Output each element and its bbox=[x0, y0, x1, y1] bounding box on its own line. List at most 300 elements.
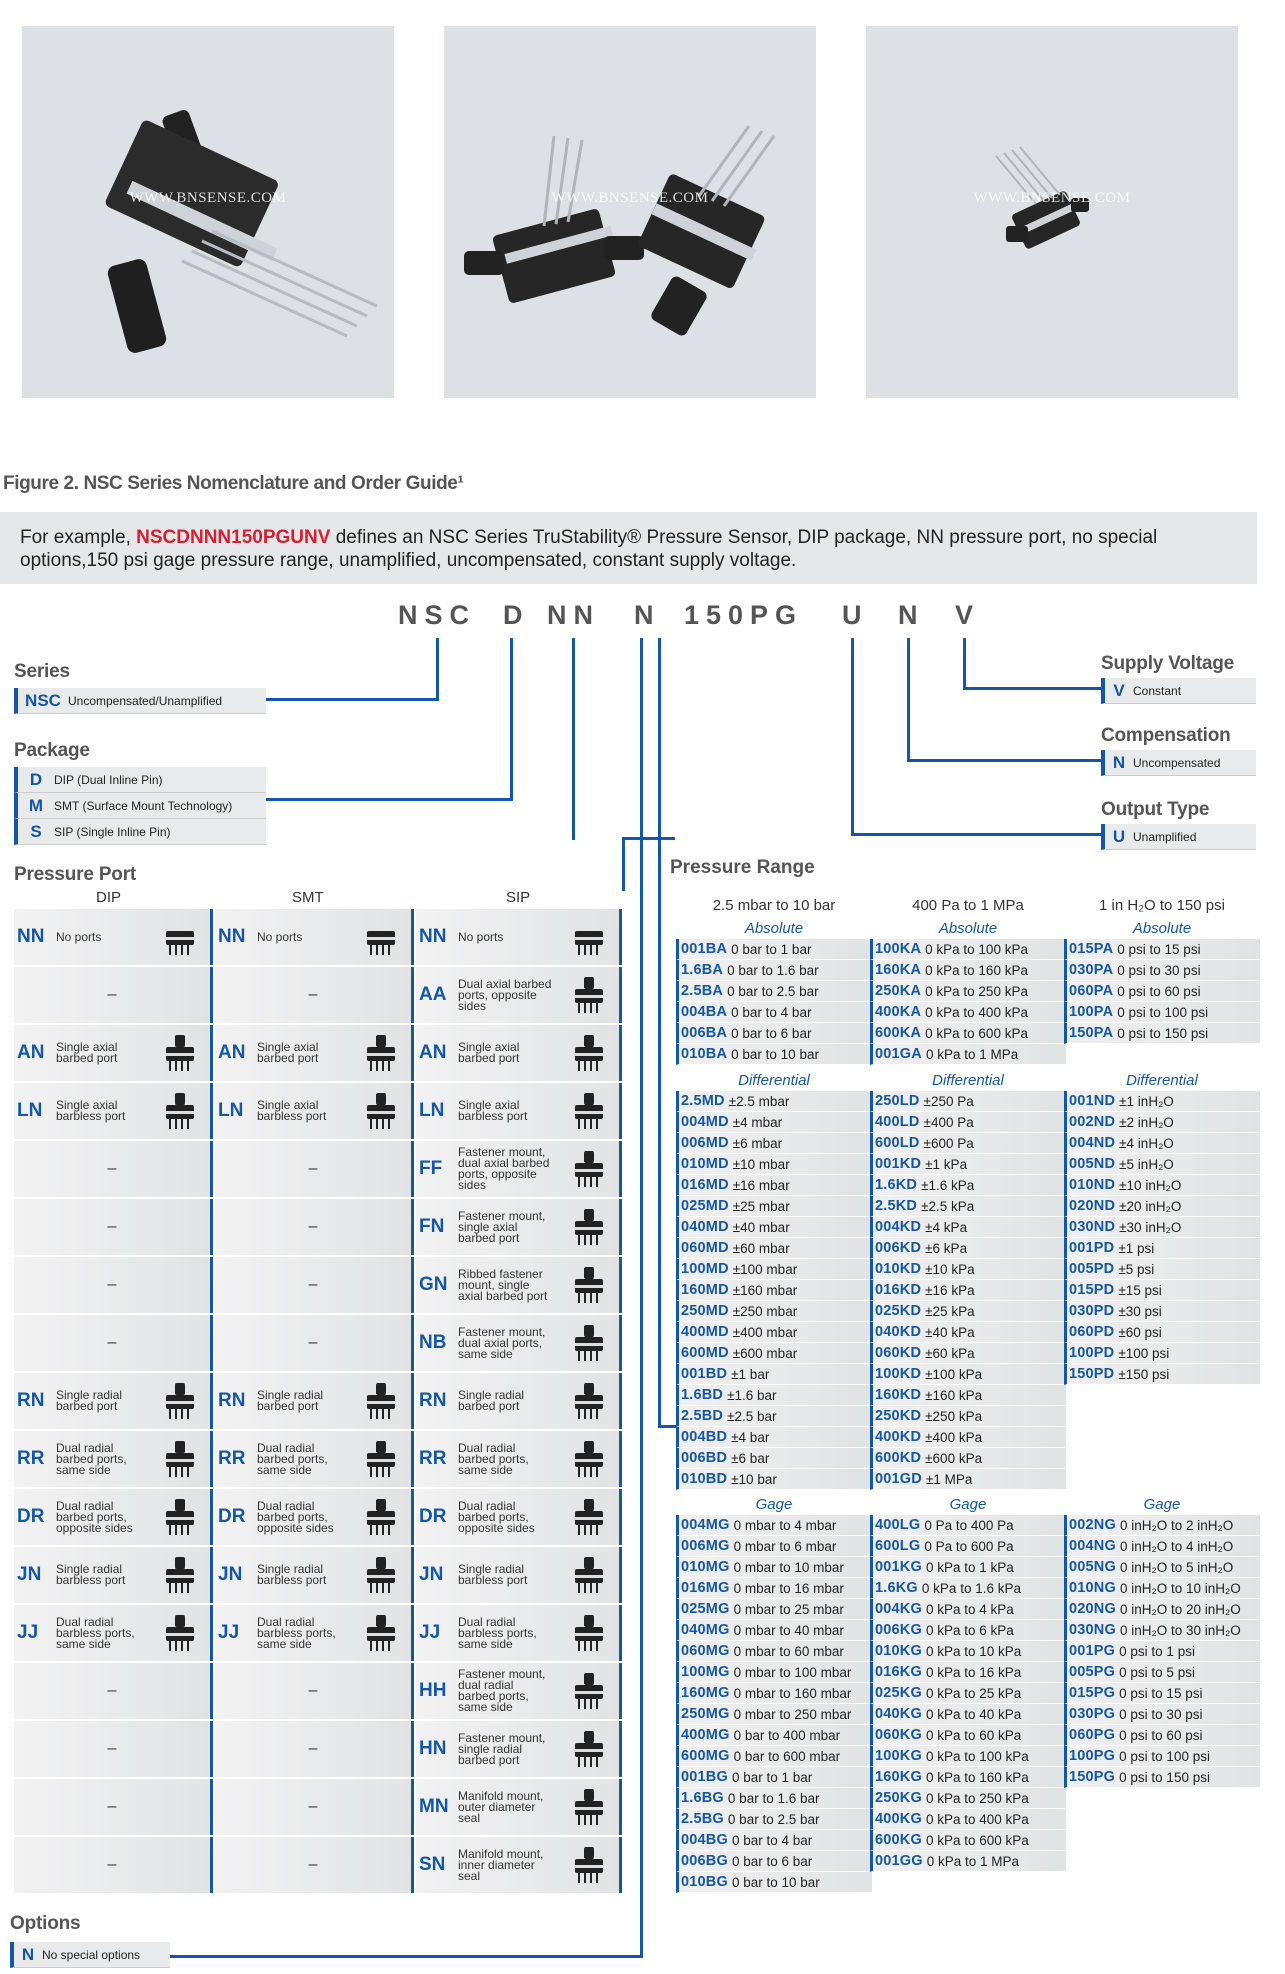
port-option-rr[interactable] bbox=[14, 1431, 213, 1487]
range-option[interactable] bbox=[1064, 1725, 1260, 1746]
range-option[interactable] bbox=[676, 1704, 872, 1725]
range-option[interactable] bbox=[870, 1536, 1066, 1557]
range-option[interactable] bbox=[870, 1620, 1066, 1641]
port-option-rr[interactable] bbox=[416, 1431, 622, 1487]
range-option[interactable] bbox=[870, 1364, 1066, 1385]
empty-dash: – bbox=[107, 1218, 117, 1235]
range-desc: ±1 inH₂O bbox=[1119, 1093, 1174, 1109]
range-option[interactable] bbox=[676, 1851, 872, 1872]
range-option[interactable] bbox=[870, 1301, 1066, 1322]
range-option[interactable] bbox=[870, 1830, 1066, 1851]
range-desc: ±1 kPa bbox=[925, 1156, 968, 1172]
compensation-option[interactable] bbox=[1101, 750, 1256, 776]
sensor-package-icon bbox=[158, 1613, 202, 1653]
sensor-package-icon bbox=[567, 1207, 611, 1247]
connector-line bbox=[963, 687, 1104, 690]
range-option[interactable] bbox=[1064, 1557, 1260, 1578]
range-desc: 0 bar to 4 bar bbox=[731, 1832, 813, 1848]
port-desc: Dual axial barbed ports, opposite sides bbox=[458, 976, 552, 1013]
range-option[interactable] bbox=[676, 1196, 872, 1217]
range-code: 600LG bbox=[875, 1538, 921, 1554]
range-option[interactable] bbox=[676, 1578, 872, 1599]
range-desc: 0 kPa to 1 MPa bbox=[926, 1853, 1020, 1869]
port-option-rn[interactable] bbox=[215, 1373, 414, 1429]
range-group-label: Absolute bbox=[1132, 920, 1192, 937]
supply-voltage-option[interactable] bbox=[1101, 678, 1256, 704]
range-option[interactable] bbox=[1064, 1767, 1260, 1788]
column-header-smt: SMT bbox=[292, 889, 324, 906]
package-option-m[interactable] bbox=[14, 793, 266, 819]
range-option[interactable] bbox=[1064, 1641, 1260, 1662]
output-type-option[interactable] bbox=[1101, 824, 1256, 850]
range-option[interactable] bbox=[676, 939, 872, 960]
output-type-title: Output Type bbox=[1101, 799, 1210, 820]
range-option[interactable] bbox=[1064, 1620, 1260, 1641]
pressure-port-grid bbox=[14, 909, 622, 1893]
range-desc: 0 psi to 100 psi bbox=[1117, 1004, 1209, 1020]
range-option[interactable] bbox=[676, 1469, 872, 1490]
product-photo-3 bbox=[866, 26, 1238, 398]
port-option-rr[interactable] bbox=[215, 1431, 414, 1487]
range-option[interactable] bbox=[870, 1641, 1066, 1662]
port-option-jj[interactable] bbox=[215, 1605, 414, 1661]
port-option-jj[interactable] bbox=[416, 1605, 622, 1661]
range-desc: ±15 psi bbox=[1118, 1282, 1162, 1298]
range-option[interactable] bbox=[870, 1133, 1066, 1154]
range-option[interactable] bbox=[870, 1599, 1066, 1620]
range-option[interactable] bbox=[676, 1406, 872, 1427]
port-code: MN bbox=[419, 1796, 449, 1817]
range-option[interactable] bbox=[676, 1002, 872, 1023]
range-code: 250KD bbox=[875, 1408, 922, 1424]
port-option-gn[interactable] bbox=[416, 1257, 622, 1313]
range-option[interactable] bbox=[870, 1767, 1066, 1788]
range-code: 004BD bbox=[681, 1429, 728, 1445]
range-option[interactable] bbox=[676, 1112, 872, 1133]
range-code: 1.6KD bbox=[875, 1177, 918, 1193]
range-option[interactable] bbox=[676, 1385, 872, 1406]
port-desc: Single axial barbed port bbox=[257, 1040, 319, 1065]
range-desc: ±4 mbar bbox=[732, 1114, 783, 1130]
range-code: 1.6BA bbox=[681, 962, 724, 978]
range-option[interactable] bbox=[870, 981, 1066, 1002]
range-option[interactable] bbox=[1064, 981, 1260, 1002]
range-code: 160KA bbox=[875, 962, 922, 978]
range-option[interactable] bbox=[870, 1809, 1066, 1830]
range-option[interactable] bbox=[676, 1683, 872, 1704]
range-option[interactable] bbox=[870, 1557, 1066, 1578]
range-option[interactable] bbox=[870, 1002, 1066, 1023]
range-option[interactable] bbox=[1064, 1662, 1260, 1683]
port-desc: Single radial barbed port bbox=[56, 1388, 123, 1413]
range-code: 2.5BG bbox=[681, 1811, 724, 1827]
range-option[interactable] bbox=[1064, 1343, 1260, 1364]
port-desc: Single axial barbed port bbox=[56, 1040, 118, 1065]
range-option[interactable] bbox=[870, 1704, 1066, 1725]
range-option[interactable] bbox=[870, 1112, 1066, 1133]
range-desc: ±30 psi bbox=[1118, 1303, 1162, 1319]
range-option[interactable] bbox=[1064, 1578, 1260, 1599]
port-option-sn[interactable] bbox=[416, 1837, 622, 1893]
range-code: 060PA bbox=[1069, 983, 1114, 999]
range-option[interactable] bbox=[676, 1620, 872, 1641]
range-option[interactable] bbox=[676, 1154, 872, 1175]
range-option[interactable] bbox=[870, 1343, 1066, 1364]
port-option-an[interactable] bbox=[416, 1025, 622, 1081]
range-option[interactable] bbox=[676, 1788, 872, 1809]
range-code: 030PG bbox=[1069, 1706, 1116, 1722]
range-option[interactable] bbox=[870, 1448, 1066, 1469]
port-option-jj[interactable] bbox=[14, 1605, 213, 1661]
port-code: HN bbox=[419, 1738, 447, 1759]
range-option[interactable] bbox=[1064, 1002, 1260, 1023]
series-option[interactable] bbox=[14, 688, 266, 714]
range-option[interactable] bbox=[676, 1662, 872, 1683]
range-desc: 0 kPa to 1.6 kPa bbox=[921, 1580, 1021, 1596]
range-desc: ±40 mbar bbox=[732, 1219, 790, 1235]
port-desc: Manifold mount, inner diameter seal bbox=[458, 1846, 544, 1883]
range-option[interactable] bbox=[870, 960, 1066, 981]
empty-dash: – bbox=[308, 1856, 318, 1873]
range-option[interactable] bbox=[676, 1809, 872, 1830]
range-code: 001PD bbox=[1069, 1240, 1115, 1256]
range-option[interactable] bbox=[870, 1851, 1066, 1872]
range-option[interactable] bbox=[1064, 1217, 1260, 1238]
connector-line bbox=[658, 1425, 676, 1428]
range-code: 400MG bbox=[681, 1727, 730, 1743]
port-option-nn[interactable] bbox=[215, 909, 414, 965]
range-option[interactable] bbox=[870, 1154, 1066, 1175]
range-option[interactable] bbox=[1064, 1238, 1260, 1259]
connector-line bbox=[622, 837, 675, 840]
range-code: 001GG bbox=[875, 1853, 923, 1869]
range-option[interactable] bbox=[870, 1385, 1066, 1406]
range-option[interactable] bbox=[1064, 1196, 1260, 1217]
range-option[interactable] bbox=[676, 1044, 872, 1065]
range-option[interactable] bbox=[1064, 939, 1260, 960]
range-option[interactable] bbox=[676, 1091, 872, 1112]
range-desc: ±5 psi bbox=[1118, 1261, 1155, 1277]
range-option[interactable] bbox=[676, 1830, 872, 1851]
photo-watermark: WWW.BNSENSE.COM bbox=[551, 190, 709, 206]
range-code: 1.6KG bbox=[875, 1580, 918, 1596]
port-desc: Single radial barbed port bbox=[458, 1388, 525, 1413]
range-option[interactable] bbox=[870, 1196, 1066, 1217]
range-option[interactable] bbox=[1064, 1704, 1260, 1725]
port-desc: Dual radial barbed ports, same side bbox=[56, 1440, 127, 1477]
port-option-jn[interactable] bbox=[14, 1547, 213, 1603]
range-code: 100KD bbox=[875, 1366, 922, 1382]
option-desc: SIP (Single Inline Pin) bbox=[54, 824, 171, 839]
range-desc: 0 kPa to 1 MPa bbox=[925, 1046, 1019, 1062]
port-option-empty bbox=[14, 1721, 213, 1777]
range-option[interactable] bbox=[676, 1872, 872, 1893]
range-option[interactable] bbox=[1064, 1259, 1260, 1280]
port-option-ln[interactable] bbox=[14, 1083, 213, 1139]
port-desc: Single axial barbless port bbox=[257, 1098, 327, 1123]
range-desc: ±4 kPa bbox=[925, 1219, 968, 1235]
range-code: 250MG bbox=[681, 1706, 730, 1722]
port-option-empty bbox=[14, 1663, 213, 1719]
range-option[interactable] bbox=[870, 1217, 1066, 1238]
range-option[interactable] bbox=[870, 1683, 1066, 1704]
port-desc: Single radial barbless port bbox=[257, 1562, 327, 1587]
port-code: JJ bbox=[419, 1622, 441, 1643]
range-option[interactable] bbox=[1064, 1683, 1260, 1704]
option-code: D bbox=[29, 769, 43, 789]
range-option[interactable] bbox=[676, 1427, 872, 1448]
port-option-dr[interactable] bbox=[416, 1489, 622, 1545]
range-option[interactable] bbox=[870, 1091, 1066, 1112]
range-option[interactable] bbox=[676, 1280, 872, 1301]
port-option-hh[interactable] bbox=[416, 1663, 622, 1719]
range-option[interactable] bbox=[676, 1448, 872, 1469]
options-title: Options bbox=[10, 1913, 81, 1934]
port-option-dr[interactable] bbox=[14, 1489, 213, 1545]
port-desc: Dual radial barbed ports, opposite sides bbox=[458, 1498, 535, 1535]
range-option[interactable] bbox=[870, 1662, 1066, 1683]
range-code: 030PA bbox=[1069, 962, 1114, 978]
range-code: 060MG bbox=[681, 1643, 730, 1659]
range-option[interactable] bbox=[676, 1536, 872, 1557]
range-desc: ±10 inH₂O bbox=[1119, 1177, 1182, 1193]
range-code: 016KD bbox=[875, 1282, 922, 1298]
range-option[interactable] bbox=[676, 981, 872, 1002]
port-code: RN bbox=[218, 1390, 246, 1411]
range-option[interactable] bbox=[870, 1746, 1066, 1767]
range-group-label: Absolute bbox=[744, 920, 804, 937]
package-option-s[interactable] bbox=[14, 819, 266, 845]
range-option[interactable] bbox=[676, 1557, 872, 1578]
range-option[interactable] bbox=[676, 1343, 872, 1364]
port-desc: No ports bbox=[458, 929, 504, 944]
range-option[interactable] bbox=[1064, 960, 1260, 981]
port-desc: Dual radial barbed ports, same side bbox=[257, 1440, 328, 1477]
port-option-fn[interactable] bbox=[416, 1199, 622, 1255]
package-title: Package bbox=[14, 740, 90, 761]
range-option[interactable] bbox=[870, 1259, 1066, 1280]
range-option[interactable] bbox=[870, 939, 1066, 960]
range-desc: ±150 psi bbox=[1118, 1366, 1170, 1382]
port-option-dr[interactable] bbox=[215, 1489, 414, 1545]
range-code: 010KD bbox=[875, 1261, 922, 1277]
port-option-empty bbox=[215, 1837, 414, 1893]
empty-dash: – bbox=[308, 1276, 318, 1293]
range-option[interactable] bbox=[870, 1788, 1066, 1809]
range-option[interactable] bbox=[1064, 1112, 1260, 1133]
port-code: HH bbox=[419, 1680, 447, 1701]
range-option[interactable] bbox=[676, 1133, 872, 1154]
range-code: 006BD bbox=[681, 1450, 728, 1466]
connector-line bbox=[622, 837, 625, 891]
example-box bbox=[0, 512, 1257, 584]
range-desc: 0 bar to 1 bar bbox=[731, 941, 812, 957]
range-code: 2.5KD bbox=[875, 1198, 918, 1214]
range-desc: 0 inH₂O to 5 inH₂O bbox=[1119, 1559, 1234, 1575]
range-option[interactable] bbox=[676, 1175, 872, 1196]
port-code: SN bbox=[419, 1854, 446, 1875]
option-code: NSC bbox=[25, 690, 61, 710]
sensor-package-icon bbox=[158, 1091, 202, 1131]
range-code: 060MD bbox=[681, 1240, 729, 1256]
range-code: 025MG bbox=[681, 1601, 730, 1617]
range-option[interactable] bbox=[676, 1023, 872, 1044]
range-option[interactable] bbox=[870, 1578, 1066, 1599]
option-code: N bbox=[1112, 752, 1126, 772]
range-desc: 0 kPa to 16 kPa bbox=[925, 1664, 1022, 1680]
range-option[interactable] bbox=[870, 1515, 1066, 1536]
range-desc: ±16 kPa bbox=[925, 1282, 975, 1298]
option-code: V bbox=[1113, 680, 1125, 700]
code-port: NN bbox=[547, 600, 600, 630]
port-desc: Fastener mount, single axial barbed port bbox=[458, 1208, 546, 1245]
range-desc: 0 inH₂O to 20 inH₂O bbox=[1119, 1601, 1241, 1617]
range-code: 025KD bbox=[875, 1303, 922, 1319]
range-option[interactable] bbox=[1064, 1154, 1260, 1175]
range-option[interactable] bbox=[1064, 1364, 1260, 1385]
range-code: 150PG bbox=[1069, 1769, 1116, 1785]
range-code: 001GA bbox=[875, 1046, 922, 1062]
port-option-hn[interactable] bbox=[416, 1721, 622, 1777]
port-option-ln[interactable] bbox=[416, 1083, 622, 1139]
range-code: 040KG bbox=[875, 1706, 922, 1722]
range-column-header: 1 in H₂O to 150 psi bbox=[1099, 897, 1225, 914]
range-desc: ±1.6 kPa bbox=[921, 1177, 975, 1193]
port-option-an[interactable] bbox=[14, 1025, 213, 1081]
range-code: 250LD bbox=[875, 1093, 920, 1109]
range-option[interactable] bbox=[1064, 1091, 1260, 1112]
range-option[interactable] bbox=[676, 1301, 872, 1322]
range-option[interactable] bbox=[1064, 1322, 1260, 1343]
sensor-package-icon bbox=[567, 1323, 611, 1363]
connector-line bbox=[266, 798, 513, 801]
range-option[interactable] bbox=[676, 1725, 872, 1746]
port-option-nn[interactable] bbox=[14, 909, 213, 965]
range-code: 100KG bbox=[875, 1748, 922, 1764]
range-option[interactable] bbox=[676, 1767, 872, 1788]
range-code: 004BA bbox=[681, 1004, 728, 1020]
range-code: 006KG bbox=[875, 1622, 922, 1638]
range-desc: 0 psi to 30 psi bbox=[1117, 962, 1201, 978]
range-option[interactable] bbox=[1064, 1599, 1260, 1620]
option-code: N bbox=[21, 1944, 35, 1964]
range-option[interactable] bbox=[870, 1175, 1066, 1196]
range-desc: ±5 inH₂O bbox=[1119, 1156, 1174, 1172]
port-option-ff[interactable] bbox=[416, 1141, 622, 1197]
range-option[interactable] bbox=[676, 1641, 872, 1662]
range-list bbox=[1064, 1515, 1260, 1788]
range-option[interactable] bbox=[1064, 1301, 1260, 1322]
port-option-nb[interactable] bbox=[416, 1315, 622, 1371]
product-photo-1 bbox=[22, 26, 394, 398]
range-code: 400KA bbox=[875, 1004, 922, 1020]
port-option-aa[interactable] bbox=[416, 967, 622, 1023]
port-option-nn[interactable] bbox=[416, 909, 622, 965]
range-option[interactable] bbox=[676, 1259, 872, 1280]
range-option[interactable] bbox=[870, 1406, 1066, 1427]
range-option[interactable] bbox=[1064, 1280, 1260, 1301]
range-option[interactable] bbox=[870, 1023, 1066, 1044]
port-option-mn[interactable] bbox=[416, 1779, 622, 1835]
port-desc: Dual radial barbed ports, same side bbox=[458, 1440, 529, 1477]
range-code: 020ND bbox=[1069, 1198, 1116, 1214]
port-code: AN bbox=[218, 1042, 246, 1063]
range-desc: 0 psi to 30 psi bbox=[1119, 1706, 1203, 1722]
connector-line bbox=[963, 638, 966, 690]
port-code: DR bbox=[419, 1506, 447, 1527]
port-option-rn[interactable] bbox=[416, 1373, 622, 1429]
range-code: 020NG bbox=[1069, 1601, 1116, 1617]
range-desc: 0 mbar to 16 mbar bbox=[733, 1580, 844, 1596]
range-option[interactable] bbox=[1064, 1133, 1260, 1154]
range-code: 030ND bbox=[1069, 1219, 1116, 1235]
range-option[interactable] bbox=[676, 1364, 872, 1385]
range-desc: ±60 kPa bbox=[925, 1345, 975, 1361]
range-option[interactable] bbox=[676, 960, 872, 981]
range-desc: 0 psi to 150 psi bbox=[1119, 1769, 1210, 1785]
options-option[interactable] bbox=[10, 1942, 170, 1968]
port-code: NN bbox=[218, 926, 246, 947]
range-code: 600MG bbox=[681, 1748, 730, 1764]
port-option-an[interactable] bbox=[215, 1025, 414, 1081]
range-option[interactable] bbox=[1064, 1536, 1260, 1557]
range-option[interactable] bbox=[676, 1515, 872, 1536]
column-header-dip: DIP bbox=[96, 889, 122, 906]
sensor-package-icon bbox=[158, 917, 202, 957]
port-option-ln[interactable] bbox=[215, 1083, 414, 1139]
port-option-jn[interactable] bbox=[215, 1547, 414, 1603]
range-desc: ±4 bar bbox=[731, 1429, 770, 1445]
range-code: 004MG bbox=[681, 1517, 730, 1533]
range-desc: 0 kPa to 6 kPa bbox=[925, 1622, 1014, 1638]
range-option[interactable] bbox=[870, 1238, 1066, 1259]
range-option[interactable] bbox=[676, 1217, 872, 1238]
range-option[interactable] bbox=[870, 1469, 1066, 1490]
range-option[interactable] bbox=[870, 1322, 1066, 1343]
range-code: 001ND bbox=[1069, 1093, 1116, 1109]
port-code: NB bbox=[419, 1332, 447, 1353]
range-option[interactable] bbox=[870, 1427, 1066, 1448]
port-code: AN bbox=[17, 1042, 45, 1063]
range-code: 400LG bbox=[875, 1517, 921, 1533]
range-option[interactable] bbox=[676, 1599, 872, 1620]
sensor-package-icon bbox=[359, 1555, 403, 1595]
range-option[interactable] bbox=[870, 1044, 1066, 1065]
range-code: 010MG bbox=[681, 1559, 730, 1575]
range-option[interactable] bbox=[870, 1725, 1066, 1746]
port-option-rn[interactable] bbox=[14, 1373, 213, 1429]
range-code: 006MG bbox=[681, 1538, 730, 1554]
sensor-package-icon bbox=[359, 1613, 403, 1653]
range-option[interactable] bbox=[676, 1322, 872, 1343]
range-desc: ±1 MPa bbox=[925, 1471, 973, 1487]
range-option[interactable] bbox=[1064, 1515, 1260, 1536]
range-desc: ±20 inH₂O bbox=[1119, 1198, 1182, 1214]
port-option-empty bbox=[215, 967, 414, 1023]
port-desc: Fastener mount, dual radial barbed ports, same side bbox=[458, 1667, 546, 1714]
range-option[interactable] bbox=[1064, 1746, 1260, 1767]
range-option[interactable] bbox=[1064, 1175, 1260, 1196]
package-option-d[interactable] bbox=[14, 767, 266, 793]
range-option[interactable] bbox=[870, 1280, 1066, 1301]
port-option-empty bbox=[215, 1257, 414, 1313]
range-option[interactable] bbox=[1064, 1023, 1260, 1044]
range-option[interactable] bbox=[676, 1746, 872, 1767]
port-option-jn[interactable] bbox=[416, 1547, 622, 1603]
range-code: 001BD bbox=[681, 1366, 728, 1382]
range-code: 015PA bbox=[1069, 941, 1114, 957]
range-option[interactable] bbox=[676, 1238, 872, 1259]
